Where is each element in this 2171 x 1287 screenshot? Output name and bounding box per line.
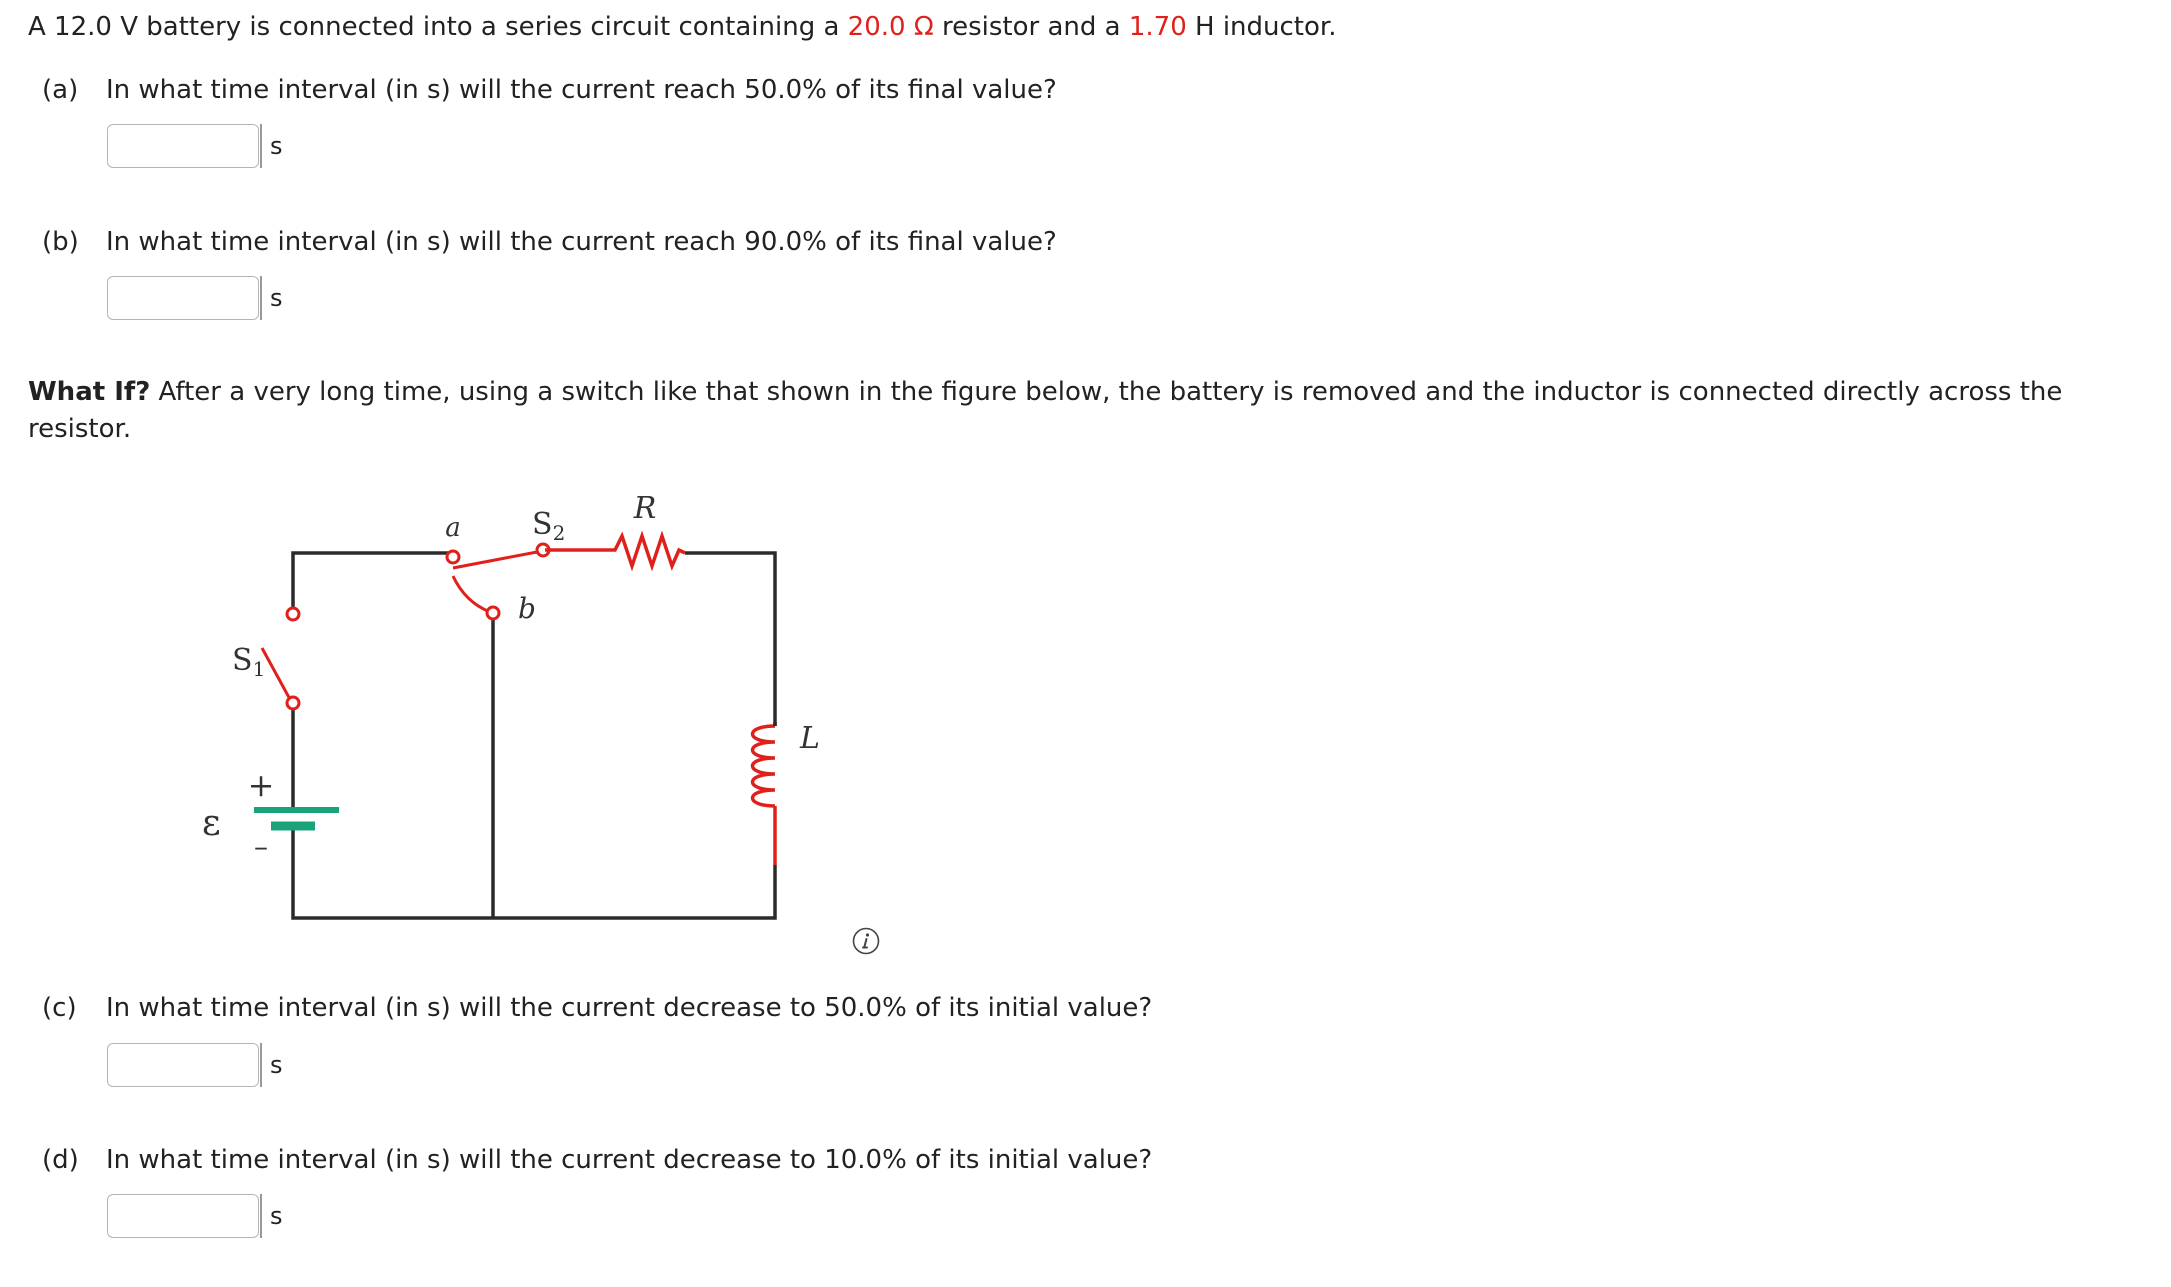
part-c-input[interactable] (107, 1043, 259, 1087)
switch-s2-arc (453, 576, 490, 612)
switch-s1 (262, 608, 299, 709)
intro-prefix: A 12.0 V battery is connected into a series circuit containing a (28, 12, 848, 42)
part-b-text: In what time interval (in s) will the current reach 90.0% of its final value? (106, 227, 1057, 257)
part-c-unit: s (270, 1051, 283, 1079)
resistance-value: 20.0 Ω (847, 12, 934, 42)
part-c-divider (260, 1043, 262, 1087)
problem-statement (28, 8, 1336, 46)
part-a-text: In what time interval (in s) will the current reach 50.0% of its final value? (106, 75, 1057, 105)
part-b-question (42, 224, 1057, 260)
switch-s1-blade (262, 648, 292, 703)
label-s1-letter: S (232, 643, 253, 678)
part-c-text: In what time interval (in s) will the current decrease to 50.0% of its initial value? (106, 993, 1153, 1023)
label-s2 (532, 507, 565, 545)
intro-suffix: H inductor. (1186, 12, 1337, 42)
label-s2-subscript: 2 (552, 521, 566, 545)
part-b-input[interactable] (107, 276, 259, 320)
right-top-wire (685, 553, 775, 726)
label-plus: + (247, 766, 275, 804)
part-d-unit: s (270, 1202, 283, 1230)
label-b: b (518, 592, 536, 625)
label-l: L (800, 721, 820, 756)
part-b-unit: s (270, 284, 283, 312)
part-d-question (42, 1142, 1152, 1178)
label-a: a (445, 513, 461, 543)
switch-s2-blade (453, 552, 537, 568)
switch-s1-bottom-contact (287, 697, 299, 709)
label-emf: ε (202, 803, 221, 844)
left-top-wire (293, 553, 453, 614)
part-d-text: In what time interval (in s) will the current decrease to 10.0% of its initial value? (106, 1145, 1153, 1175)
switch-s2-contact-b (487, 607, 499, 619)
inductor-symbol (753, 726, 776, 865)
part-d-input[interactable] (107, 1194, 259, 1238)
part-a-letter: (a) (42, 75, 79, 105)
intro-middle: resistor and a (933, 12, 1129, 42)
resistor-symbol (545, 536, 685, 566)
label-s1 (232, 643, 265, 681)
what-if-text: After a very long time, using a switch like that shown in the figure below, the battery is removed and the inductor is connected directly across the resistor. (28, 377, 2063, 444)
part-a-unit: s (270, 132, 283, 160)
what-if-label: What If? (28, 377, 151, 407)
circuit-diagram (180, 478, 900, 938)
inductance-value: 1.70 (1128, 12, 1187, 42)
part-d-letter: (d) (42, 1145, 79, 1175)
part-c-question (42, 990, 1152, 1026)
label-s1-subscript: 1 (252, 657, 266, 681)
part-a-question (42, 72, 1057, 108)
part-a-input[interactable] (107, 124, 259, 168)
part-a-divider (260, 124, 262, 168)
battery-symbol (254, 810, 339, 826)
part-d-divider (260, 1194, 262, 1238)
bottom-wire (293, 826, 775, 918)
switch-s1-top-contact (287, 608, 299, 620)
info-icon[interactable] (852, 927, 880, 955)
what-if-paragraph (28, 374, 2138, 448)
part-c-letter: (c) (42, 993, 77, 1023)
circuit-figure (180, 478, 900, 938)
label-r: R (633, 491, 657, 526)
part-b-divider (260, 276, 262, 320)
label-s2-letter: S (532, 507, 553, 542)
part-b-letter: (b) (42, 227, 79, 257)
switch-s2-contact-a (447, 551, 459, 563)
label-minus: – (254, 830, 268, 863)
